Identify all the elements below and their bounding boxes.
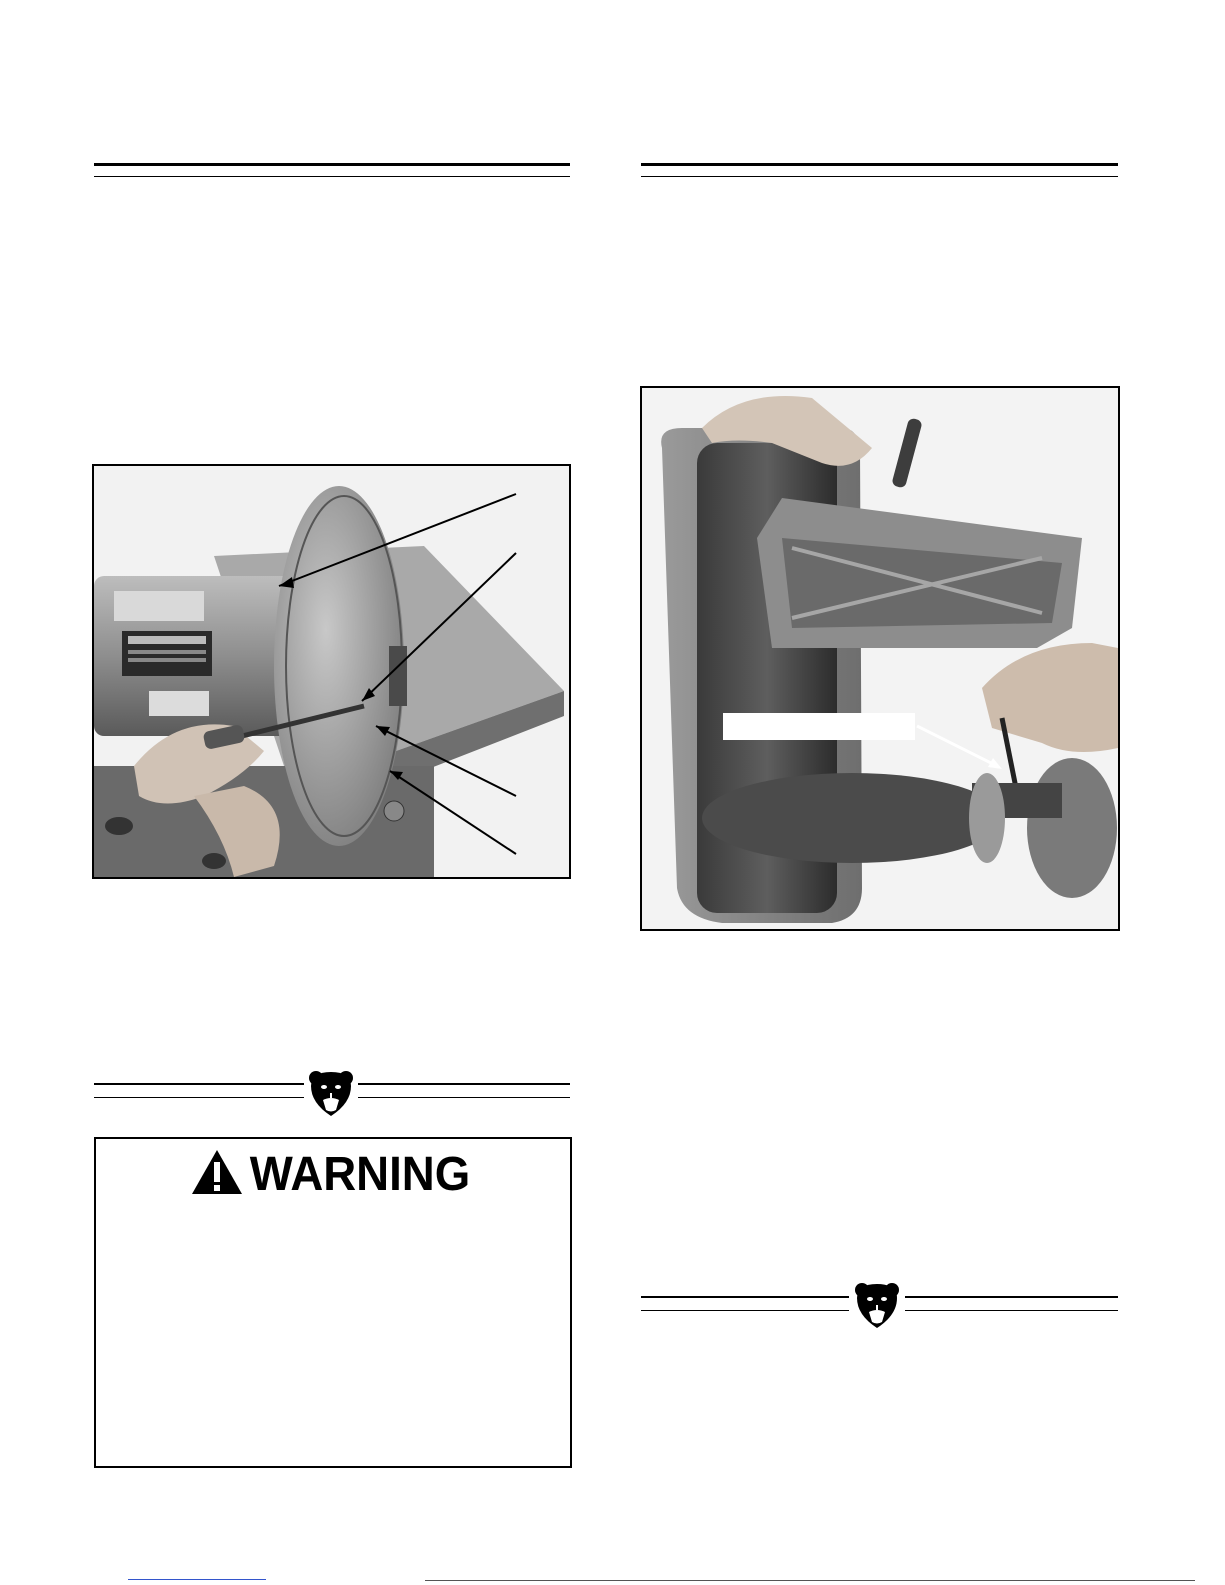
warning-title: WARNING (249, 1148, 471, 1201)
footer-rule (425, 1580, 1195, 1581)
warning-heading (96, 1147, 570, 1202)
left-divider-rule-thick-a (94, 1083, 304, 1085)
disc-sander-figure (92, 464, 571, 879)
bear-head-logo-icon (306, 1068, 356, 1118)
belt-sander-figure (640, 386, 1120, 931)
warning-triangle-icon (190, 1148, 244, 1201)
footer-strip (0, 1566, 1225, 1585)
tracking-callout-arrow (642, 388, 1118, 929)
left-header-rule-thick (94, 163, 570, 166)
warning-box (94, 1137, 572, 1468)
right-header-rule-thin (641, 176, 1118, 177)
footer-link-underline (128, 1579, 266, 1580)
right-divider-rule-thin-a (641, 1310, 849, 1311)
disc-sander-photo (94, 466, 569, 877)
left-divider-rule-thick-b (358, 1083, 570, 1085)
right-divider-rule-thin-b (905, 1310, 1118, 1311)
bear-head-logo-icon (852, 1280, 902, 1330)
left-divider-rule-thin-a (94, 1097, 304, 1098)
right-divider-rule-thick-a (641, 1296, 849, 1298)
left-divider-rule-thin-b (358, 1097, 570, 1098)
left-header-rule-thin (94, 176, 570, 177)
right-divider-rule-thick-b (905, 1296, 1118, 1298)
right-header-rule-thick (641, 163, 1118, 166)
